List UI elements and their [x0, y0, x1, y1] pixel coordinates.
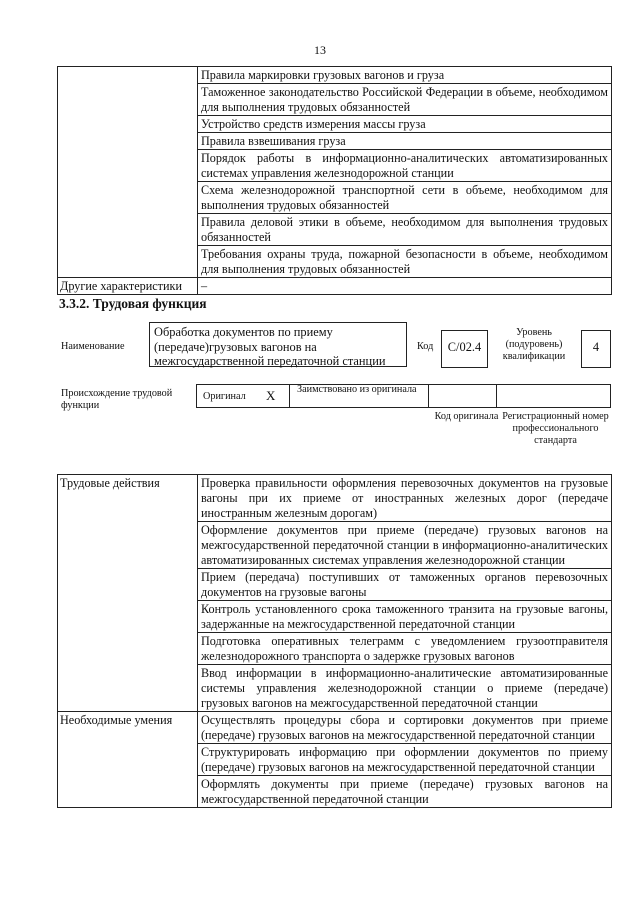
action-item: Проверка правильности оформления перевозочных документов на грузовые вагоны при их приеме от иностранных железных дорог (передаче иностранным железным дорогам) — [198, 475, 612, 522]
origin-original-text: Оригинал — [203, 391, 246, 402]
origin-code-caption: Код оригинала — [434, 411, 499, 422]
origin-mark: X — [266, 388, 276, 403]
qualification-level-label: Уровень (подуровень) квалификации — [502, 327, 566, 362]
section-title: 3.3.2. Трудовая функция — [59, 296, 207, 311]
requirement-item: Устройство средств измерения массы груза — [198, 116, 612, 133]
requirement-item: Схема железнодорожной транспортной сети в объеме, необходимом для выполнения трудовых обязанностей — [198, 182, 612, 214]
other-characteristics-label: Другие характеристики — [58, 278, 198, 295]
action-item: Ввод информации в информационно-аналитические автоматизированные системы управления железнодорожной станции о приеме (передаче) грузовых вагонов на межгосударственной передаточной станции — [198, 665, 612, 712]
action-item: Контроль установленного срока таможенного транзита на грузовые вагоны, задержанные на межгосударственной передаточной станции — [198, 601, 612, 633]
requirement-item: Правила деловой этики в объеме, необходимом для выполнения трудовых обязанностей — [198, 214, 612, 246]
action-item: Оформление документов при приеме (передаче) грузовых вагонов на межгосударственной передаточной станции в информационно-аналитических автоматизированных системах управления железнодорожной станции — [198, 522, 612, 569]
labor-function-table — [57, 474, 612, 808]
skill-item: Структурировать информацию при оформлении документов по приему (передаче) грузовых вагонов на межгосударственной передаточной станции — [198, 744, 612, 776]
function-code-box: С/02.4 — [441, 330, 488, 368]
code-label: Код — [417, 341, 434, 352]
knowledge-table — [57, 66, 612, 295]
origin-code-cell — [428, 384, 497, 408]
qualification-level-box: 4 — [581, 330, 611, 368]
skill-item: Оформлять документы при приеме (передаче) грузовых вагонов на межгосударственной передаточной станции — [198, 776, 612, 808]
origin-borrowed-text: Заимствовано из оригинала — [297, 384, 417, 395]
requirement-item: Правила маркировки грузовых вагонов и груза — [198, 67, 612, 84]
page-number: 13 — [314, 43, 326, 57]
function-name-box: Обработка документов по приему (передаче)грузовых вагонов на межгосударственной передаточной станции — [149, 322, 407, 367]
action-item: Прием (передача) поступивших от таможенных органов перевозочных документов на грузовые вагоны — [198, 569, 612, 601]
origin-label: Происхождение трудовой функции — [61, 388, 173, 411]
origin-reg-caption: Регистрационный номер профессионального стандарта — [502, 411, 609, 446]
requirement-item: Правила взвешивания груза — [198, 133, 612, 150]
skills-label: Необходимые умения — [58, 712, 198, 808]
actions-label: Трудовые действия — [58, 475, 198, 712]
origin-reg-cell — [496, 384, 611, 408]
skill-item: Осуществлять процедуры сбора и сортировки документов при приеме (передаче) грузовых вагонов на межгосударственной передаточной станции — [198, 712, 612, 744]
knowledge-label-cell — [58, 67, 198, 278]
action-item: Подготовка оперативных телеграмм с уведомлением грузоотправителя железнодорожного транспорта о задержке грузовых вагонов — [198, 633, 612, 665]
name-label: Наименование — [61, 341, 125, 352]
requirement-item: Требования охраны труда, пожарной безопасности в объеме, необходимом для выполнения трудовых обязанностей — [198, 246, 612, 278]
requirement-item: Порядок работы в информационно-аналитических автоматизированных системах управления железнодорожной станции — [198, 150, 612, 182]
other-characteristics-value: – — [198, 278, 612, 295]
requirement-item: Таможенное законодательство Российской Федерации в объеме, необходимом для выполнения трудовых обязанностей — [198, 84, 612, 116]
